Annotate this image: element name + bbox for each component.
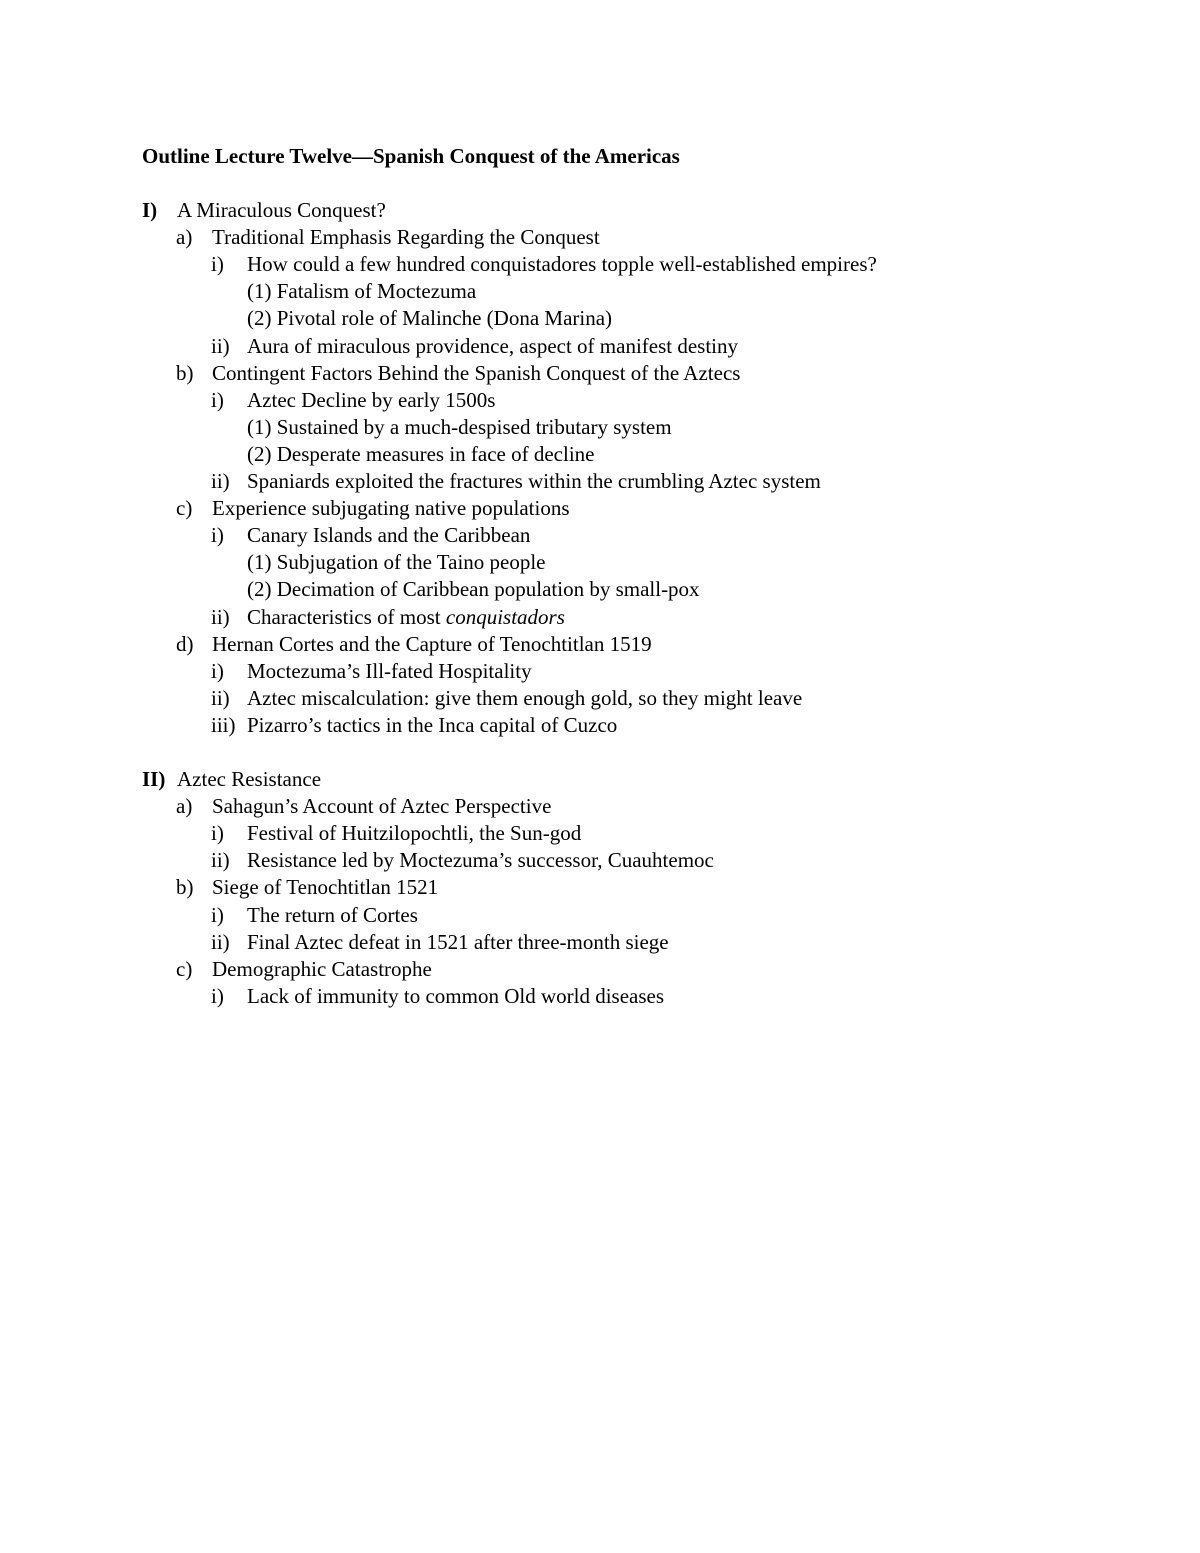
outline-text xyxy=(247,658,532,685)
outline-text xyxy=(247,441,594,468)
outline-text-italic: conquistadors xyxy=(445,604,565,629)
outline-text xyxy=(247,549,546,576)
outline-text xyxy=(247,983,664,1010)
outline-marker: c) xyxy=(176,496,193,521)
outline-text xyxy=(247,847,714,874)
outline-text-plain: How could a few hundred conquistadores topple well-established empires? xyxy=(247,252,877,277)
outline-text-plain: Spaniards exploited the fractures within the crumbling Aztec system xyxy=(247,469,821,493)
outline-text-plain: Lack of immunity to common Old world diseases xyxy=(247,983,665,1008)
outline-text xyxy=(247,902,418,929)
outline-text-plain: Moctezuma’s Ill-fated Hospitality xyxy=(247,658,532,683)
outline-marker: i) xyxy=(211,523,224,548)
outline-marker: b) xyxy=(176,875,194,900)
outline-marker: ii) xyxy=(211,848,230,873)
outline-text xyxy=(247,387,495,414)
outline-text-plain: Siege of Tenochtitlan 1521 xyxy=(212,875,439,900)
outline-marker: ii) xyxy=(211,604,230,629)
outline-text xyxy=(247,414,672,441)
outline-marker: i) xyxy=(211,902,224,927)
outline-marker: i) xyxy=(211,387,224,412)
outline-text xyxy=(247,468,821,495)
outline-marker: i) xyxy=(211,821,224,846)
outline-text-plain: (2) Desperate measures in face of decline xyxy=(247,441,595,466)
outline-text-plain: Contingent Factors Behind the Spanish Conquest of the Aztecs xyxy=(212,360,741,385)
outline-text-plain: Sahagun’s Account of Aztec Perspective xyxy=(212,794,552,819)
outline-text xyxy=(247,333,738,360)
outline-text-plain: (1) Sustained by a much-despised tributary system xyxy=(247,414,672,439)
outline-marker: ii) xyxy=(211,469,230,493)
outline-text xyxy=(247,685,802,712)
outline-text-plain: (2) Decimation of Caribbean population by small-pox xyxy=(247,577,700,602)
outline-text-plain: Demographic Catastrophe xyxy=(212,956,432,981)
outline-text xyxy=(247,820,581,847)
outline-text-plain: Canary Islands and the Caribbean xyxy=(247,523,531,548)
outline-text-plain: The return of Cortes xyxy=(247,902,418,927)
outline-marker: ii) xyxy=(211,333,230,358)
outline-text-plain: Aztec Decline by early 1500s xyxy=(247,387,496,412)
outline-text xyxy=(247,305,612,332)
outline-marker: b) xyxy=(176,360,194,385)
outline-marker: iii) xyxy=(211,712,236,737)
outline-text xyxy=(212,874,438,901)
outline-text xyxy=(212,224,600,251)
outline-text-plain: Aztec Resistance xyxy=(177,767,322,791)
outline-text xyxy=(212,793,551,820)
outline-text xyxy=(247,251,877,278)
outline-marker: i) xyxy=(211,983,224,1008)
outline-text xyxy=(212,956,432,983)
outline-text xyxy=(247,712,617,739)
outline-text-plain: Resistance led by Moctezuma’s successor, Cuauhtemoc xyxy=(247,848,714,873)
outline-marker: i) xyxy=(211,658,224,683)
outline-text xyxy=(177,197,386,224)
outline-text xyxy=(212,631,652,658)
outline-text-plain: (2) Pivotal role of Malinche (Dona Marina) xyxy=(247,306,613,331)
outline-marker: i) xyxy=(211,252,224,277)
document-title: Outline Lecture Twelve—Spanish Conquest of the Americas xyxy=(142,144,680,168)
outline-text-plain: (1) Fatalism of Moctezuma xyxy=(247,279,477,304)
outline-text xyxy=(212,360,740,387)
outline-text xyxy=(247,604,565,631)
outline-text-plain: Pizarro’s tactics in the Inca capital of Cuzco xyxy=(247,712,618,737)
outline-text-plain: (1) Subjugation of the Taino people xyxy=(247,550,546,575)
outline-text-plain: Traditional Emphasis Regarding the Conquest xyxy=(212,225,600,250)
outline-marker: ii) xyxy=(211,929,230,954)
outline-marker: c) xyxy=(176,956,193,981)
outline-text xyxy=(212,495,570,522)
outline-text xyxy=(247,929,669,956)
outline-text-plain: Experience subjugating native populations xyxy=(212,496,570,521)
outline-marker: II) xyxy=(142,767,166,791)
outline-text-plain: Characteristics of most xyxy=(247,604,446,629)
outline-text-plain: Aztec miscalculation: give them enough gold, so they might leave xyxy=(247,685,803,710)
outline-text-plain: Aura of miraculous providence, aspect of manifest destiny xyxy=(247,333,739,358)
outline-marker: d) xyxy=(176,631,194,656)
outline-text xyxy=(247,278,476,305)
outline-text-plain: Final Aztec defeat in 1521 after three-month siege xyxy=(247,929,669,954)
outline-text-plain: Hernan Cortes and the Capture of Tenochtitlan 1519 xyxy=(212,631,652,656)
outline-marker: a) xyxy=(176,794,193,819)
outline-marker: I) xyxy=(142,198,158,222)
outline-marker: a) xyxy=(176,225,193,250)
outline-text xyxy=(247,522,530,549)
outline-text xyxy=(247,576,700,603)
outline-text-plain: Festival of Huitzilopochtli, the Sun-god xyxy=(247,821,582,846)
outline-text xyxy=(177,766,321,793)
outline-marker: ii) xyxy=(211,685,230,710)
outline-text-plain: A Miraculous Conquest? xyxy=(177,198,386,222)
